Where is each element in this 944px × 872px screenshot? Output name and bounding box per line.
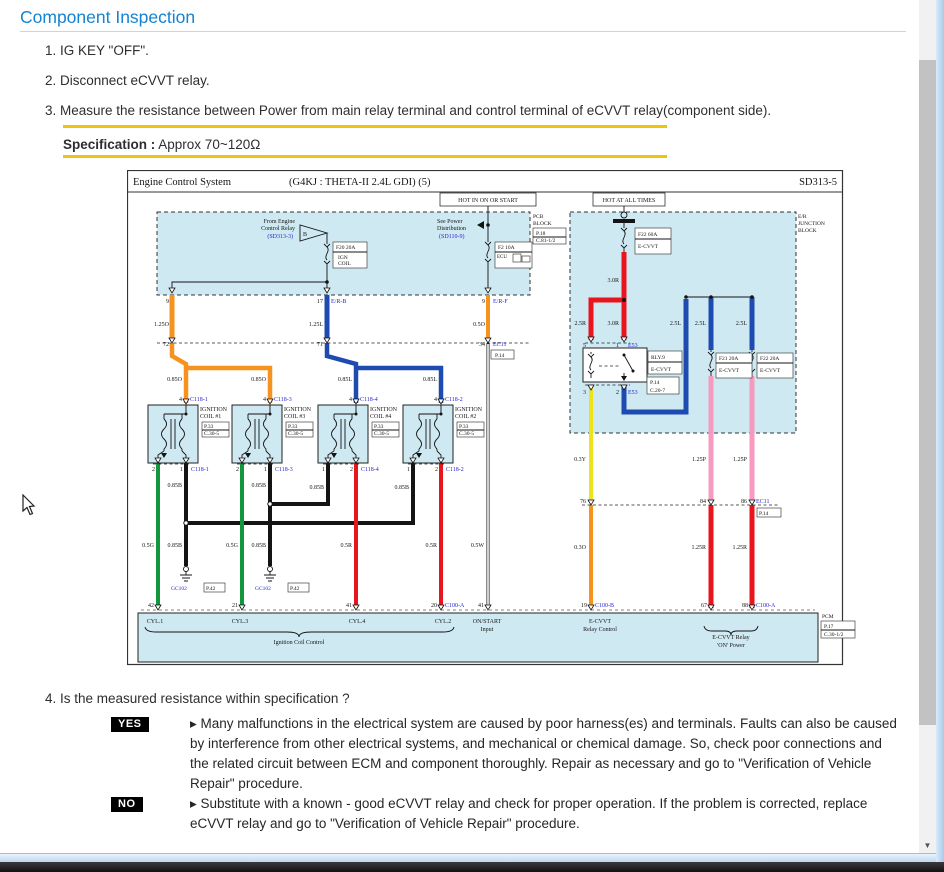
diagram-label: Distribution (437, 226, 467, 232)
diagram-label: IGNITION (284, 407, 311, 413)
diagram-label: C.30-5 (288, 431, 304, 437)
diagram-label: 1.25R (732, 545, 747, 551)
diagram-label: E-CVVT (651, 367, 672, 373)
diagram-label: P.14 (495, 353, 505, 359)
diagram-label: E-CVVT (719, 368, 740, 374)
title-underline (20, 31, 906, 32)
diagram-label: 0.5G (142, 543, 154, 549)
diagram-label: GC102 (171, 586, 187, 592)
diagram-label: P.33 (459, 424, 469, 430)
diagram-label: 72 (163, 342, 169, 348)
diagram-label: IGN (338, 255, 348, 261)
diagram-label: 76 (580, 499, 586, 505)
diagram-label: See Power (437, 219, 463, 225)
no-answer-text: ▸ Substitute with a known - good eCVVT relay and check for proper operation. If the problem is corrected, replace eCVVT relay and go to "Verification of Vehicle Repair" procedure. (190, 796, 868, 831)
step-4-question: 4. Is the measured resistance within specification ? (45, 691, 350, 706)
diagram-label: C118-2 (446, 467, 464, 473)
diagram-label: 3.0R (607, 278, 619, 284)
diagram-label: SD313-5 (799, 177, 837, 188)
ignition-coil-3 (232, 405, 282, 463)
ignition-coil-4 (318, 405, 368, 463)
diagram-label: 0.5G (226, 543, 238, 549)
step-1: 1. IG KEY "OFF". (45, 43, 149, 58)
diagram-label: 0.3Y (574, 457, 586, 463)
step-3: 3. Measure the resistance between Power from main relay terminal and control terminal of eCVVT relay(component side). (45, 103, 772, 118)
diagram-label: JUNCTION (798, 221, 825, 227)
diagram-label: (SD110-9) (439, 234, 465, 240)
diagram-label: (G4KJ : THETA-II 2.4L GDI) (5) (289, 177, 431, 188)
diagram-label: C100-A (445, 603, 465, 609)
diagram-label: PCB (533, 214, 544, 220)
diagram-label: 21 (232, 603, 238, 609)
diagram-label: C118-4 (360, 397, 378, 403)
diagram-label: P.33 (288, 424, 298, 430)
diagram-label: 0.5R (340, 543, 352, 549)
diagram-label: BLOCK (533, 221, 552, 227)
diagram-label: C100-B (595, 603, 615, 609)
diagram-label: COIL (338, 261, 351, 267)
diagram-label: 0.85O (167, 377, 182, 383)
diagram-label: GC102 (255, 586, 271, 592)
diagram-label: 3.0R (607, 321, 619, 327)
scrollbar-thumb[interactable] (919, 60, 936, 725)
diagram-label: EC11 (756, 499, 770, 505)
diagram-label: 0.5O (473, 322, 485, 328)
diagram-label: 41 (346, 603, 352, 609)
diagram-label: 34 (479, 342, 485, 348)
ignition-coil-2 (403, 405, 453, 463)
diagram-label: 67 (701, 603, 707, 609)
diagram-label: 0.5W (470, 543, 484, 549)
diagram-label: B (303, 232, 308, 238)
spec-rule-top (63, 125, 667, 128)
diagram-label: 2.5L (735, 321, 747, 327)
diagram-label: 19 (581, 603, 587, 609)
diagram-label: C.30-5 (374, 431, 390, 437)
diagram-label: 1.25P (692, 457, 706, 463)
diagram-label: ON/START (472, 619, 502, 625)
mouse-cursor-icon (22, 494, 38, 523)
specification (63, 137, 260, 152)
diagram-label: Relay Control (583, 627, 617, 633)
diagram-label: 2 (435, 467, 438, 473)
diagram-label: F22 60A (638, 232, 658, 238)
spec-rule-bottom (63, 155, 667, 158)
diagram-label: E53 (628, 343, 638, 349)
diagram-label: C.30-5 (204, 431, 220, 437)
diagram-label: 2 (350, 467, 353, 473)
specification-label: Specification : (63, 137, 156, 152)
diagram-label: 2.5L (669, 321, 681, 327)
diagram-label: 41 (478, 603, 484, 609)
diagram-label: 4 (179, 397, 182, 403)
diagram-label: BLOCK (798, 228, 817, 234)
diagram-label: 0.85B (394, 485, 409, 491)
diagram-label: 'ON' Power (717, 643, 745, 649)
yes-badge: YES (111, 717, 149, 732)
yes-answer-text: ▸ Many malfunctions in the electrical system are caused by poor harness(es) and terminals. Faults can also be caused by interference from other electrical systems, and mechanical or chemical damage. So, check poor connections and the related circuit between ECM and component thoroughly. Repair as necessary and go to "Verification of Vehicle Repair" procedure. (190, 716, 897, 791)
er-junction-block (570, 212, 796, 433)
diagram-label: C118-1 (190, 397, 208, 403)
diagram-label: 4 (263, 397, 266, 403)
diagram-label: ECU (497, 255, 507, 260)
diagram-label: 0.85B (251, 483, 266, 489)
diagram-label: 2 (236, 467, 239, 473)
step-2: 2. Disconnect eCVVT relay. (45, 73, 210, 88)
diagram-label: E53 (628, 390, 638, 396)
diagram-label: 84 (700, 499, 706, 505)
diagram-label: RLY.9 (651, 355, 665, 361)
diagram-label: C.81-1/2 (536, 238, 556, 244)
diagram-label: EC11 (493, 342, 507, 348)
diagram-label: 17 (317, 299, 323, 305)
diagram-label: E/R-F (493, 299, 508, 305)
diagram-label: 1 (616, 343, 619, 349)
diagram-label: 5 (583, 343, 586, 349)
diagram-label: COIL #2 (455, 414, 477, 420)
diagram-label: E-CVVT Relay (712, 635, 750, 641)
diagram-label: CYL.4 (348, 619, 366, 625)
diagram-label: IGNITION (200, 407, 227, 413)
diagram-label: Input (480, 627, 494, 633)
diagram-label: 0.85B (309, 485, 324, 491)
diagram-label: 1.25L (308, 322, 323, 328)
diagram-label: 0.85O (251, 377, 266, 383)
diagram-label: 0.3O (574, 545, 586, 551)
diagram-label: 1 (322, 467, 325, 473)
diagram-label: CYL.3 (231, 619, 249, 625)
diagram-label: 9 (482, 299, 485, 305)
diagram-label: From Engine (263, 219, 295, 225)
diagram-label: E/R (798, 214, 807, 220)
diagram-label: 4 (434, 397, 437, 403)
diagram-label: 0.85L (337, 377, 352, 383)
diagram-label: P.42 (290, 586, 300, 592)
diagram-label: IGNITION (455, 407, 482, 413)
no-badge: NO (111, 797, 143, 812)
diagram-label: 2.5R (574, 321, 586, 327)
diagram-label: HOT IN ON OR START (458, 198, 518, 204)
diagram-label: E-CVVT (760, 368, 781, 374)
diagram-label: P.42 (206, 586, 216, 592)
diagram-label: CYL.2 (434, 619, 452, 625)
diagram-label: C118-2 (445, 397, 463, 403)
diagram-label: C100-A (756, 603, 776, 609)
ignition-coil-1 (148, 405, 198, 463)
diagram-label: 88 (742, 603, 748, 609)
page-title: Component Inspection (20, 7, 196, 27)
diagram-label: 1 (180, 467, 183, 473)
diagram-label: 20 (431, 603, 437, 609)
diagram-label: P.14 (759, 511, 769, 517)
diagram-label: C118-1 (191, 467, 209, 473)
diagram-label: CYL.1 (146, 619, 164, 625)
diagram-label: 1.25O (154, 322, 169, 328)
diagram-label: COIL #4 (370, 414, 392, 420)
diagram-label: F2 10A (498, 245, 515, 251)
diagram-label: IGNITION (370, 407, 397, 413)
diagram-label: (SD313-3) (267, 234, 293, 240)
diagram-label: F20 20A (336, 245, 356, 251)
diagram-label: F22 20A (760, 356, 780, 362)
diagram-label: COIL #1 (200, 414, 222, 420)
diagram-label: 0.85B (167, 543, 182, 549)
diagram-label: 0.85B (251, 543, 266, 549)
diagram-label: C.20-7 (650, 388, 666, 394)
wiring-diagram (127, 170, 867, 672)
diagram-label: HOT AT ALL TIMES (602, 198, 656, 204)
diagram-label: E/R-B (331, 299, 347, 305)
diagram-label: Engine Control System (133, 177, 231, 188)
diagram-label: C.30-1/2 (824, 632, 844, 638)
diagram-label: E-CVVT (589, 619, 611, 625)
diagram-label: 2 (152, 467, 155, 473)
diagram-label: P.33 (374, 424, 384, 430)
diagram-label: Control Relay (261, 226, 295, 232)
specification-value: Approx 70~120Ω (158, 137, 261, 152)
diagram-label: F21 20A (719, 356, 739, 362)
diagram-label: 1.25P (733, 457, 747, 463)
scrollbar-down-arrow-icon[interactable]: ▼ (919, 838, 936, 853)
diagram-label: 2.5L (694, 321, 706, 327)
diagram-label: 0.85L (422, 377, 437, 383)
diagram-label: 1.25R (691, 545, 706, 551)
diagram-label: Ignition Coil Control (273, 640, 325, 646)
diagram-label: 0.5R (425, 543, 437, 549)
diagram-label: 0.85B (167, 483, 182, 489)
diagram-label: COIL #3 (284, 414, 306, 420)
diagram-label: P.18 (536, 231, 546, 237)
diagram-label: 1 (264, 467, 267, 473)
diagram-label: 3 (583, 390, 586, 396)
diagram-label: 4 (349, 397, 352, 403)
diagram-label: 1 (407, 467, 410, 473)
diagram-label: 42 (148, 603, 154, 609)
ecvvt-relay (583, 348, 647, 382)
diagram-label: 71 (317, 342, 323, 348)
diagram-label: PCM (822, 614, 834, 620)
diagram-label: E-CVVT (638, 244, 659, 250)
diagram-label: P.14 (650, 380, 660, 386)
diagram-label: 86 (741, 499, 747, 505)
diagram-label: C.30-5 (459, 431, 475, 437)
diagram-label: C118-4 (361, 467, 379, 473)
window-right-edge (936, 0, 944, 872)
diagram-label: P.17 (824, 624, 834, 630)
diagram-label: P.33 (204, 424, 214, 430)
diagram-label: 9 (166, 299, 169, 305)
diagram-label: C118-3 (275, 467, 293, 473)
diagram-label: C118-3 (274, 397, 292, 403)
taskbar-edge (0, 862, 944, 872)
diagram-label: 2 (616, 390, 619, 396)
